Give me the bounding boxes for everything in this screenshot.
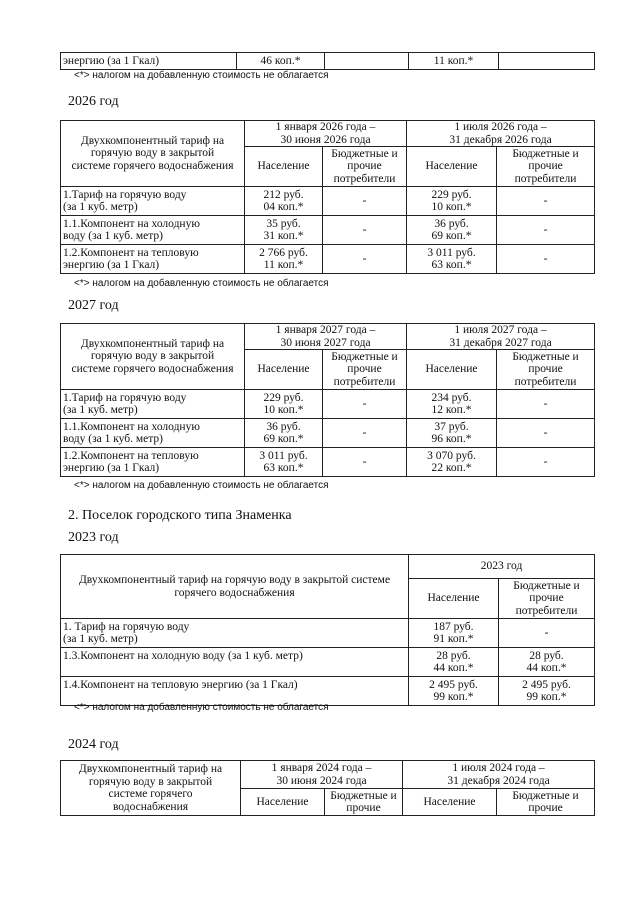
budget-header: Бюджетные и прочие потребители: [499, 579, 595, 619]
period-2-header: 1 июля 2024 года – 31 декабря 2024 года: [403, 761, 595, 789]
tariff-table-2027: [60, 323, 595, 477]
vat-note: <*> налогом на добавленную стоимость не облагается: [74, 702, 329, 713]
tariff-table-2026: [60, 120, 595, 274]
tariff-table-2024: [60, 760, 595, 816]
population-header: Население: [407, 350, 497, 390]
table-row: 1.4.Компонент на тепловую энергию (за 1 Гкал) 2 495 руб. 99 коп.* 2 495 руб. 99 коп.*: [61, 677, 595, 706]
period-1-header: 1 января 2026 года – 30 июня 2026 года: [245, 121, 407, 147]
population-header: Население: [403, 789, 497, 816]
vat-note: <*> налогом на добавленную стоимость не облагается: [74, 70, 329, 81]
period-2-header: 1 июля 2026 года – 31 декабря 2026 года: [407, 121, 595, 147]
budget-header: Бюджетные и прочие потребители: [323, 147, 407, 187]
budget-header: Бюджетные и прочие потребители: [497, 350, 595, 390]
year-heading-2027: 2027 год: [68, 298, 119, 313]
population-header: Население: [409, 579, 499, 619]
year-heading-2024: 2024 год: [68, 737, 119, 752]
top-continuation-table: [60, 52, 595, 70]
population-header: Население: [245, 350, 323, 390]
table-row: 1.3.Компонент на холодную воду (за 1 куб. метр) 28 руб. 44 коп.* 28 руб. 44 коп.*: [61, 648, 595, 677]
table-row: 1.1.Компонент на холодную воду (за 1 куб. метр) 35 руб. 31 коп.* - 36 руб. 69 коп.* -: [61, 216, 595, 245]
budget-header: Бюджетные и прочие: [325, 789, 403, 816]
table-row: 1.1.Компонент на холодную воду (за 1 куб. метр) 36 руб. 69 коп.* - 37 руб. 96 коп.* -: [61, 419, 595, 448]
top-row-value-1: 46 коп.*: [237, 53, 325, 70]
top-row-value-3: 11 коп.*: [409, 53, 499, 70]
population-header: Население: [241, 789, 325, 816]
vat-note: <*> налогом на добавленную стоимость не облагается: [74, 278, 329, 289]
budget-header: Бюджетные и прочие потребители: [323, 350, 407, 390]
table-title: Двухкомпонентный тариф на горячую воду в закрытой системе горячего водоснабжения: [61, 324, 245, 390]
table-row: 1. Тариф на горячую воду (за 1 куб. метр) 187 руб. 91 коп.* -: [61, 619, 595, 648]
year-heading-2026: 2026 год: [68, 94, 119, 109]
population-header: Население: [407, 147, 497, 187]
table-row: 1.Тариф на горячую воду (за 1 куб. метр) 229 руб. 10 коп.* - 234 руб. 12 коп.* -: [61, 390, 595, 419]
year-heading-2023: 2023 год: [68, 530, 119, 545]
period-header: 2023 год: [409, 555, 595, 579]
table-row: 1.2.Компонент на тепловую энергию (за 1 Гкал) 3 011 руб. 63 коп.* - 3 070 руб. 22 коп.* -: [61, 448, 595, 477]
table-row: 1.2.Компонент на тепловую энергию (за 1 Гкал) 2 766 руб. 11 коп.* - 3 011 руб. 63 коп.* -: [61, 245, 595, 274]
budget-header: Бюджетные и прочие потребители: [497, 147, 595, 187]
period-1-header: 1 января 2024 года – 30 июня 2024 года: [241, 761, 403, 789]
top-row-value-2: [325, 53, 409, 70]
population-header: Население: [245, 147, 323, 187]
table-title: Двухкомпонентный тариф на горячую воду в закрытой системе горячего водоснабжения: [61, 761, 241, 816]
top-row-label: энергию (за 1 Гкал): [61, 53, 237, 70]
top-row-value-4: [499, 53, 595, 70]
period-1-header: 1 января 2027 года – 30 июня 2027 года: [245, 324, 407, 350]
vat-note: <*> налогом на добавленную стоимость не облагается: [74, 480, 329, 491]
section-title: 2. Поселок городского типа Знаменка: [68, 508, 292, 523]
tariff-table-2023: [60, 554, 595, 706]
budget-header: Бюджетные и прочие: [497, 789, 595, 816]
table-row: 1.Тариф на горячую воду (за 1 куб. метр) 212 руб. 04 коп.* - 229 руб. 10 коп.* -: [61, 187, 595, 216]
table-title: Двухкомпонентный тариф на горячую воду в закрытой системе горячего водоснабжения: [61, 555, 409, 619]
period-2-header: 1 июля 2027 года – 31 декабря 2027 года: [407, 324, 595, 350]
table-title: Двухкомпонентный тариф на горячую воду в закрытой системе горячего водоснабжения: [61, 121, 245, 187]
